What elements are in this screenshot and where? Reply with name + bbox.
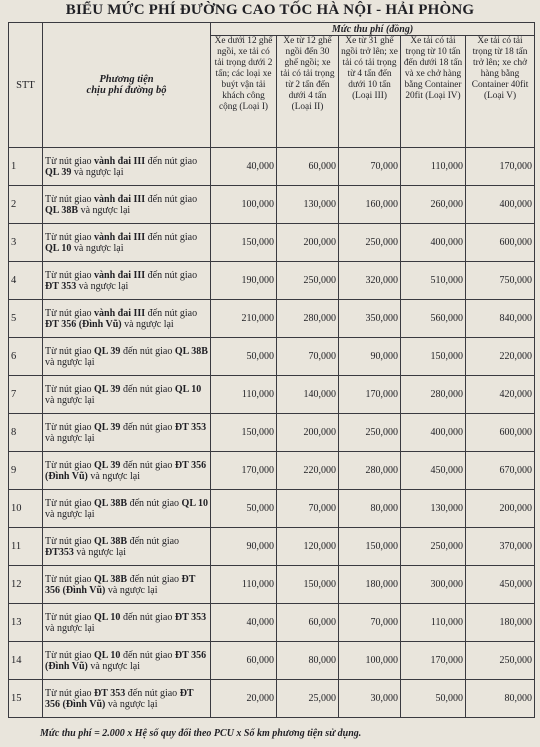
document-title: BIỂU MỨC PHÍ ĐƯỜNG CAO TỐC HÀ NỘI - HẢI PHÒNG (65, 2, 475, 18)
fee-cell-type-3: 100,000 (339, 642, 401, 680)
fee-cell-type-1: 20,000 (211, 680, 277, 718)
fee-cell-type-4: 260,000 (401, 186, 466, 224)
route-description (43, 338, 211, 376)
route-pre: Từ nút giao (45, 155, 95, 167)
fee-cell-type-1: 90,000 (211, 528, 277, 566)
table-row (9, 148, 535, 186)
route-pre: Từ nút giao (45, 383, 95, 395)
fee-cell-type-3: 150,000 (339, 528, 401, 566)
table-body (9, 148, 535, 718)
row-number: 7 (9, 376, 43, 414)
fee-cell-type-1: 50,000 (211, 490, 277, 528)
fee-cell-type-3: 180,000 (339, 566, 401, 604)
fee-cell-type-4: 250,000 (401, 528, 466, 566)
fee-cell-type-1: 150,000 (211, 224, 277, 262)
header-stt: STT (9, 23, 43, 148)
fee-cell-type-1: 100,000 (211, 186, 277, 224)
row-number: 5 (9, 300, 43, 338)
row-number: 14 (9, 642, 43, 680)
route-bold1: QL 39 (94, 459, 121, 471)
route-mid: đến nút giao (120, 459, 175, 471)
fee-cell-type-2: 280,000 (277, 300, 339, 338)
route-bold2: QL 10 (45, 242, 72, 254)
header-fee-group: Mức thu phí (đồng) (211, 23, 535, 36)
route-bold2: ĐT 356 (Đình Vũ) (45, 687, 194, 710)
route-description (43, 148, 211, 186)
route-bold2: QL 38B (174, 345, 208, 357)
row-number: 4 (9, 262, 43, 300)
row-number: 9 (9, 452, 43, 490)
route-mid: đến nút giao (145, 269, 198, 281)
fee-cell-type-3: 350,000 (339, 300, 401, 338)
table-row (9, 414, 535, 452)
route-bold1: QL 38B (94, 573, 128, 585)
table-row (9, 376, 535, 414)
route-bold1: QL 10 (94, 611, 121, 623)
route-bold1: vành đai III (94, 269, 146, 281)
route-pre: Từ nút giao (45, 193, 95, 205)
table-row (9, 224, 535, 262)
fee-cell-type-3: 70,000 (339, 148, 401, 186)
route-post: và ngược lại (45, 394, 95, 406)
fee-cell-type-1: 40,000 (211, 148, 277, 186)
route-post: và ngược lại (78, 204, 131, 216)
header-vehicle-type-5: Xe tải có tải trọng từ 18 tấn trở lên; xe chở hàng bằng Container 40fit (Loại V) (466, 36, 535, 148)
fee-cell-type-5: 220,000 (466, 338, 535, 376)
route-bold1: QL 38B (94, 497, 128, 509)
route-post: và ngược lại (71, 166, 124, 178)
fee-cell-type-1: 60,000 (211, 642, 277, 680)
route-post: và ngược lại (105, 698, 158, 710)
route-bold2: ĐT 353 (174, 611, 207, 623)
route-pre: Từ nút giao (45, 421, 95, 433)
route-description (43, 414, 211, 452)
route-mid: đến nút giao (145, 231, 198, 243)
route-mid: đến nút giao (120, 345, 175, 357)
fee-cell-type-4: 450,000 (401, 452, 466, 490)
route-pre: Từ nút giao (45, 307, 95, 319)
fee-cell-type-1: 110,000 (211, 566, 277, 604)
route-pre: Từ nút giao (45, 535, 95, 547)
fee-cell-type-2: 60,000 (277, 148, 339, 186)
route-post: và ngược lại (87, 660, 140, 672)
fee-cell-type-3: 90,000 (339, 338, 401, 376)
route-bold1: vành đai III (94, 155, 146, 167)
fee-cell-type-2: 60,000 (277, 604, 339, 642)
fee-cell-type-4: 150,000 (401, 338, 466, 376)
fee-cell-type-5: 750,000 (466, 262, 535, 300)
fee-cell-type-3: 320,000 (339, 262, 401, 300)
fee-cell-type-4: 300,000 (401, 566, 466, 604)
row-number: 12 (9, 566, 43, 604)
fee-cell-type-2: 120,000 (277, 528, 339, 566)
route-post: và ngược lại (87, 470, 140, 482)
table-row (9, 300, 535, 338)
fee-cell-type-2: 250,000 (277, 262, 339, 300)
route-bold2: ĐT 356 (Đình Vũ) (45, 459, 207, 482)
route-description (43, 528, 211, 566)
route-post: và ngược lại (45, 356, 95, 368)
route-description (43, 604, 211, 642)
route-bold1: vành đai III (94, 231, 146, 243)
route-mid: đến nút giao (127, 497, 182, 509)
route-bold1: QL 39 (94, 421, 121, 433)
route-mid: đến nút giao (120, 383, 175, 395)
header-vehicle-type-3: Xe từ 31 ghế ngồi trở lên; xe tải có tải trọng từ 4 tấn đến dưới 10 tấn (Loại III) (339, 36, 401, 148)
fee-cell-type-4: 130,000 (401, 490, 466, 528)
route-mid: đến nút giao (145, 193, 198, 205)
table-row (9, 338, 535, 376)
fee-cell-type-2: 80,000 (277, 642, 339, 680)
header-route-line2: chịu phí đường bộ (86, 85, 167, 96)
fee-cell-type-4: 110,000 (401, 604, 466, 642)
table-row (9, 186, 535, 224)
route-description (43, 262, 211, 300)
fee-cell-type-5: 370,000 (466, 528, 535, 566)
table-row (9, 490, 535, 528)
route-bold1: QL 38B (94, 535, 128, 547)
route-bold2: QL 10 (181, 497, 208, 509)
fee-cell-type-5: 840,000 (466, 300, 535, 338)
row-number: 6 (9, 338, 43, 376)
fee-cell-type-1: 150,000 (211, 414, 277, 452)
fee-cell-type-3: 30,000 (339, 680, 401, 718)
route-pre: Từ nút giao (45, 345, 95, 357)
row-number: 11 (9, 528, 43, 566)
fee-cell-type-4: 110,000 (401, 148, 466, 186)
route-post: và ngược lại (73, 546, 126, 558)
header-route-line1: Phương tiện (99, 74, 154, 85)
fee-cell-type-2: 140,000 (277, 376, 339, 414)
route-pre: Từ nút giao (45, 573, 95, 585)
fee-cell-type-2: 130,000 (277, 186, 339, 224)
row-number: 13 (9, 604, 43, 642)
header-route (43, 23, 211, 148)
fee-cell-type-5: 450,000 (466, 566, 535, 604)
route-bold2: ĐT 353 (45, 280, 77, 292)
fee-cell-type-1: 110,000 (211, 376, 277, 414)
route-bold2: QL 38B (45, 204, 79, 216)
toll-fee-table (8, 22, 535, 718)
fee-cell-type-2: 150,000 (277, 566, 339, 604)
fee-cell-type-3: 70,000 (339, 604, 401, 642)
route-bold1: vành đai III (94, 307, 146, 319)
route-bold2: ĐT 353 (174, 421, 207, 433)
fee-cell-type-5: 180,000 (466, 604, 535, 642)
route-bold2: ĐT 356 (Đình Vũ) (45, 318, 122, 330)
fee-cell-type-3: 250,000 (339, 224, 401, 262)
route-description (43, 376, 211, 414)
fee-cell-type-3: 160,000 (339, 186, 401, 224)
table-row (9, 262, 535, 300)
fee-cell-type-4: 170,000 (401, 642, 466, 680)
route-mid: đến nút giao (145, 307, 198, 319)
fee-cell-type-4: 280,000 (401, 376, 466, 414)
fee-cell-type-3: 170,000 (339, 376, 401, 414)
route-mid: đến nút giao (127, 535, 180, 547)
fee-cell-type-5: 600,000 (466, 414, 535, 452)
fee-cell-type-2: 70,000 (277, 338, 339, 376)
fee-cell-type-2: 220,000 (277, 452, 339, 490)
fee-cell-type-2: 70,000 (277, 490, 339, 528)
fee-cell-type-2: 200,000 (277, 224, 339, 262)
route-bold2: ĐT 356 (Đình Vũ) (45, 649, 207, 672)
table-row (9, 680, 535, 718)
route-description (43, 300, 211, 338)
row-number: 1 (9, 148, 43, 186)
route-pre: Từ nút giao (45, 459, 95, 471)
row-number: 3 (9, 224, 43, 262)
fee-cell-type-5: 600,000 (466, 224, 535, 262)
route-description (43, 490, 211, 528)
route-mid: đến nút giao (120, 611, 175, 623)
fee-cell-type-3: 80,000 (339, 490, 401, 528)
fee-cell-type-2: 200,000 (277, 414, 339, 452)
table-row (9, 604, 535, 642)
fee-cell-type-3: 280,000 (339, 452, 401, 490)
footnote: Mức thu phí = 2.000 x Hệ số quy đổi theo PCU x Số km phương tiện sử dụng. (40, 728, 362, 739)
route-description (43, 224, 211, 262)
fee-cell-type-1: 170,000 (211, 452, 277, 490)
route-bold1: vành đai III (94, 193, 146, 205)
route-mid: đến nút giao (120, 421, 175, 433)
table-row (9, 528, 535, 566)
route-post: và ngược lại (71, 242, 124, 254)
route-mid: đến nút giao (120, 649, 175, 661)
fee-cell-type-1: 210,000 (211, 300, 277, 338)
fee-cell-type-4: 510,000 (401, 262, 466, 300)
route-post: và ngược lại (105, 584, 158, 596)
route-mid: đến nút giao (125, 687, 180, 699)
route-description (43, 186, 211, 224)
fee-cell-type-4: 400,000 (401, 224, 466, 262)
fee-cell-type-4: 50,000 (401, 680, 466, 718)
fee-cell-type-4: 400,000 (401, 414, 466, 452)
fee-cell-type-5: 80,000 (466, 680, 535, 718)
fee-cell-type-5: 250,000 (466, 642, 535, 680)
header-vehicle-type-4: Xe tải có tải trọng từ 10 tấn đến dưới 18 tấn và xe chở hàng bằng Container 20fit (Loại IV) (401, 36, 466, 148)
fee-cell-type-1: 190,000 (211, 262, 277, 300)
fee-cell-type-2: 25,000 (277, 680, 339, 718)
row-number: 8 (9, 414, 43, 452)
fee-cell-type-5: 200,000 (466, 490, 535, 528)
route-pre: Từ nút giao (45, 611, 95, 623)
header-vehicle-type-2: Xe từ 12 ghế ngồi đến 30 ghế ngồi; xe tải có tải trọng từ 2 tấn đến dưới 4 tấn (Loại II) (277, 36, 339, 148)
table-row (9, 452, 535, 490)
header-vehicle-type-1: Xe dưới 12 ghế ngồi, xe tải có tải trọng dưới 2 tấn; các loại xe buýt vận tải khách công cộng (Loại I) (211, 36, 277, 148)
route-bold1: QL 39 (94, 383, 121, 395)
route-post: và ngược lại (45, 508, 95, 520)
fee-cell-type-4: 560,000 (401, 300, 466, 338)
route-description (43, 642, 211, 680)
route-description (43, 566, 211, 604)
route-post: và ngược lại (121, 318, 174, 330)
row-number: 2 (9, 186, 43, 224)
route-post: và ngược lại (45, 432, 95, 444)
fee-cell-type-5: 400,000 (466, 186, 535, 224)
route-pre: Từ nút giao (45, 497, 95, 509)
row-number: 15 (9, 680, 43, 718)
route-pre: Từ nút giao (45, 649, 95, 661)
fee-cell-type-1: 50,000 (211, 338, 277, 376)
route-pre: Từ nút giao (45, 687, 95, 699)
route-bold1: QL 10 (94, 649, 121, 661)
fee-cell-type-5: 420,000 (466, 376, 535, 414)
route-pre: Từ nút giao (45, 231, 95, 243)
route-post: và ngược lại (76, 280, 129, 292)
table-row (9, 642, 535, 680)
fee-cell-type-5: 170,000 (466, 148, 535, 186)
route-description (43, 680, 211, 718)
fee-cell-type-3: 250,000 (339, 414, 401, 452)
route-bold2: QL 39 (45, 166, 72, 178)
route-mid: đến nút giao (127, 573, 182, 585)
route-bold2: ĐT353 (45, 546, 74, 558)
route-post: và ngược lại (45, 622, 95, 634)
table-row (9, 566, 535, 604)
fee-cell-type-1: 40,000 (211, 604, 277, 642)
fee-cell-type-5: 670,000 (466, 452, 535, 490)
route-pre: Từ nút giao (45, 269, 95, 281)
route-bold2: ĐT 356 (Đình Vũ) (45, 573, 196, 596)
route-mid: đến nút giao (145, 155, 198, 167)
route-bold1: ĐT 353 (94, 687, 126, 699)
route-bold2: QL 10 (174, 383, 202, 395)
route-bold1: QL 39 (94, 345, 121, 357)
row-number: 10 (9, 490, 43, 528)
route-description (43, 452, 211, 490)
